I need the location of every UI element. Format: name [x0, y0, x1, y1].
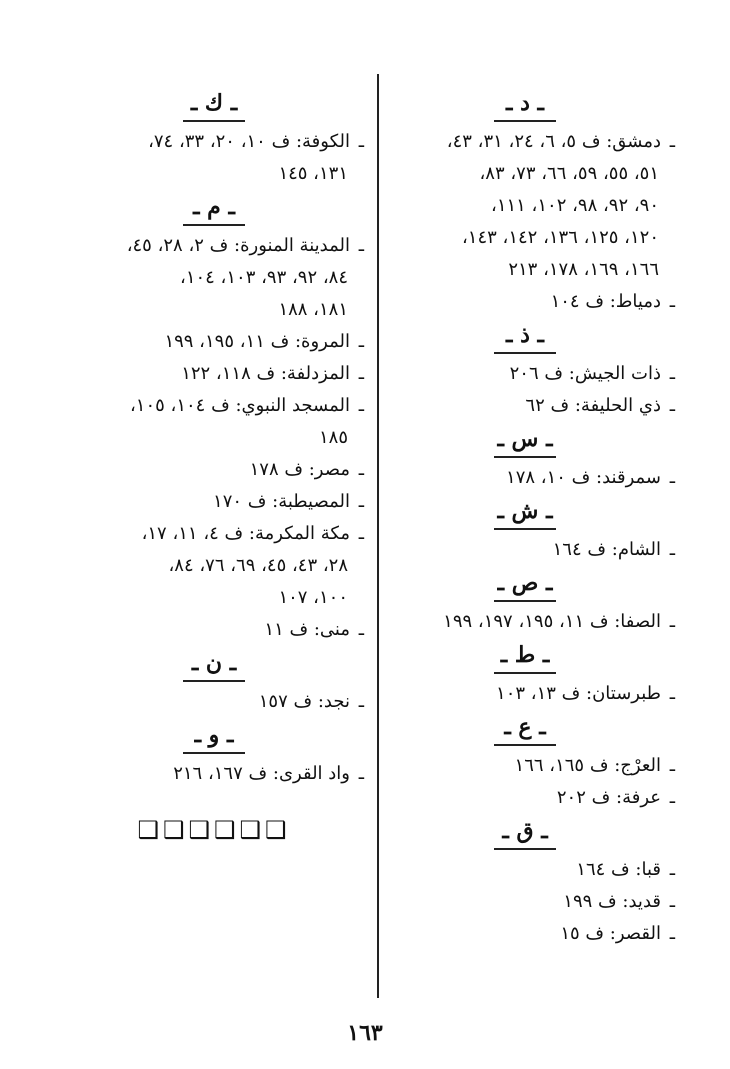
- entry-text: دمياط: ف ١٠٤: [550, 291, 661, 312]
- entry-text: المسجد النبوي: ف ١٠٤، ١٠٥،: [129, 395, 350, 416]
- entry-dash: ـ: [669, 787, 675, 808]
- entry-dash: ـ: [358, 619, 364, 640]
- entry-text: قديد: ف ١٩٩: [563, 891, 661, 912]
- index-section: [375, 570, 675, 638]
- index-entry: [64, 486, 364, 518]
- entry-text: مصر: ف ١٧٨: [249, 459, 350, 480]
- entry-continuation: ٨٤، ٩٢، ٩٣، ١٠٣، ١٠٤،: [180, 267, 348, 288]
- entry-dash: ـ: [669, 891, 675, 912]
- entry-text: الصفا: ف ١١، ١٩٥، ١٩٧، ١٩٩: [443, 611, 661, 632]
- section-letter-heading: ـ د ـ: [490, 90, 560, 116]
- section-letter-heading: ـ ص ـ: [490, 570, 560, 596]
- entry-text: المروة: ف ١١، ١٩٥، ١٩٩: [164, 331, 350, 352]
- index-entry: [375, 678, 675, 710]
- section-letter-heading: ـ ذ ـ: [490, 322, 560, 348]
- section-letter-heading: ـ ق ـ: [490, 818, 560, 844]
- index-entry: [64, 686, 364, 718]
- entry-dash: ـ: [358, 363, 364, 384]
- entry-dash: ـ: [669, 291, 675, 312]
- index-section: [64, 722, 364, 790]
- index-section: [375, 90, 675, 318]
- section-letter-heading: ـ و ـ: [179, 722, 249, 748]
- index-section: [64, 650, 364, 718]
- section-letter-heading: ـ ع ـ: [490, 714, 560, 740]
- index-entry: [375, 750, 675, 782]
- entry-dash: ـ: [669, 611, 675, 632]
- index-section: [64, 90, 364, 190]
- entry-text: المدينة المنورة: ف ٢، ٢٨، ٤٥،: [126, 235, 350, 256]
- index-entry: [375, 606, 675, 638]
- index-entry: [64, 614, 364, 646]
- entry-dash: ـ: [358, 235, 364, 256]
- index-section: [375, 426, 675, 494]
- entry-dash: ـ: [669, 923, 675, 944]
- section-letter-heading: ـ ط ـ: [490, 642, 560, 668]
- index-entry: [64, 358, 364, 390]
- index-entry: [375, 126, 675, 158]
- index-section: [375, 642, 675, 710]
- index-entry: [375, 358, 675, 390]
- entry-text: طبرستان: ف ١٣، ١٠٣: [496, 683, 661, 704]
- end-marks: ❑❑❑❑❑❑: [137, 816, 291, 844]
- index-entry: [375, 918, 675, 950]
- index-entry: [375, 782, 675, 814]
- entry-continuation: ٥١، ٥٥، ٥٩، ٦٦، ٧٣، ٨٣،: [479, 163, 659, 184]
- entry-text: قبا: ف ١٦٤: [576, 859, 661, 880]
- entry-text: سمرقند: ف ١٠، ١٧٨: [506, 467, 661, 488]
- index-entry: [375, 886, 675, 918]
- entry-text: نجد: ف ١٥٧: [258, 691, 350, 712]
- entry-text: ذات الجيش: ف ٢٠٦: [509, 363, 661, 384]
- entry-continuation: ١٠٠، ١٠٧: [278, 587, 348, 608]
- entry-text: القصر: ف ١٥: [560, 923, 661, 944]
- entry-text: العرْج: ف ١٦٥، ١٦٦: [514, 755, 661, 776]
- entry-continuation: ١٨٥: [318, 427, 348, 448]
- entry-dash: ـ: [669, 131, 675, 152]
- entry-continuation: ١٣١، ١٤٥: [278, 163, 348, 184]
- entry-continuation: ٢٨، ٤٣، ٤٥، ٦٩، ٧٦، ٨٤،: [168, 555, 348, 576]
- index-section: [64, 194, 364, 646]
- index-section: [375, 322, 675, 422]
- entry-text: منى: ف ١١: [264, 619, 350, 640]
- left-column: [64, 86, 364, 844]
- entry-dash: ـ: [358, 491, 364, 512]
- entry-text: المزدلفة: ف ١١٨، ١٢٢: [181, 363, 350, 384]
- entry-dash: ـ: [358, 131, 364, 152]
- entry-dash: ـ: [358, 763, 364, 784]
- entry-continuation: ١٦٦، ١٦٩، ١٧٨، ٢١٣: [508, 259, 659, 280]
- right-column: [375, 86, 675, 950]
- entry-text: دمشق: ف ٥، ٦، ٢٤، ٣١، ٤٣،: [446, 131, 661, 152]
- index-entry: [375, 390, 675, 422]
- entry-text: ذي الحليفة: ف ٦٢: [525, 395, 661, 416]
- index-entry: [375, 534, 675, 566]
- section-letter-heading: ـ م ـ: [179, 194, 249, 220]
- index-entry: [375, 854, 675, 886]
- entry-text: عرفة: ف ٢٠٢: [556, 787, 661, 808]
- index-entry: [64, 390, 364, 422]
- index-entry: [64, 758, 364, 790]
- page-number: ١٦٣: [347, 1020, 383, 1046]
- entry-dash: ـ: [358, 331, 364, 352]
- entry-dash: ـ: [358, 395, 364, 416]
- entry-dash: ـ: [669, 467, 675, 488]
- entry-dash: ـ: [358, 691, 364, 712]
- entry-dash: ـ: [358, 459, 364, 480]
- entry-dash: ـ: [669, 363, 675, 384]
- index-entry: [64, 518, 364, 550]
- index-entry: [375, 462, 675, 494]
- index-section: [375, 498, 675, 566]
- entry-dash: ـ: [669, 755, 675, 776]
- entry-dash: ـ: [669, 683, 675, 704]
- index-entry: [64, 126, 364, 158]
- entry-text: واد القرى: ف ١٦٧، ٢١٦: [173, 763, 350, 784]
- section-letter-heading: ـ ن ـ: [179, 650, 249, 676]
- entry-text: مكة المكرمة: ف ٤، ١١، ١٧،: [141, 523, 350, 544]
- section-letter-heading: ـ ش ـ: [490, 498, 560, 524]
- index-entry: [64, 326, 364, 358]
- entry-continuation: ١٨١، ١٨٨: [278, 299, 348, 320]
- entry-dash: ـ: [669, 539, 675, 560]
- index-entry: [64, 454, 364, 486]
- index-entry: [64, 230, 364, 262]
- index-section: [375, 818, 675, 950]
- entry-dash: ـ: [669, 395, 675, 416]
- entry-continuation: ١٢٠، ١٢٥، ١٣٦، ١٤٢، ١٤٣،: [461, 227, 659, 248]
- entry-text: المصيطبة: ف ١٧٠: [213, 491, 350, 512]
- entry-text: الشام: ف ١٦٤: [552, 539, 661, 560]
- entry-continuation: ٩٠، ٩٢، ٩٨، ١٠٢، ١١١،: [491, 195, 659, 216]
- index-entry: [375, 286, 675, 318]
- section-letter-heading: ـ س ـ: [490, 426, 560, 452]
- entry-dash: ـ: [669, 859, 675, 880]
- section-letter-heading: ـ ك ـ: [179, 90, 249, 116]
- entry-dash: ـ: [358, 523, 364, 544]
- entry-text: الكوفة: ف ١٠، ٢٠، ٣٣، ٧٤،: [148, 131, 350, 152]
- index-section: [375, 714, 675, 814]
